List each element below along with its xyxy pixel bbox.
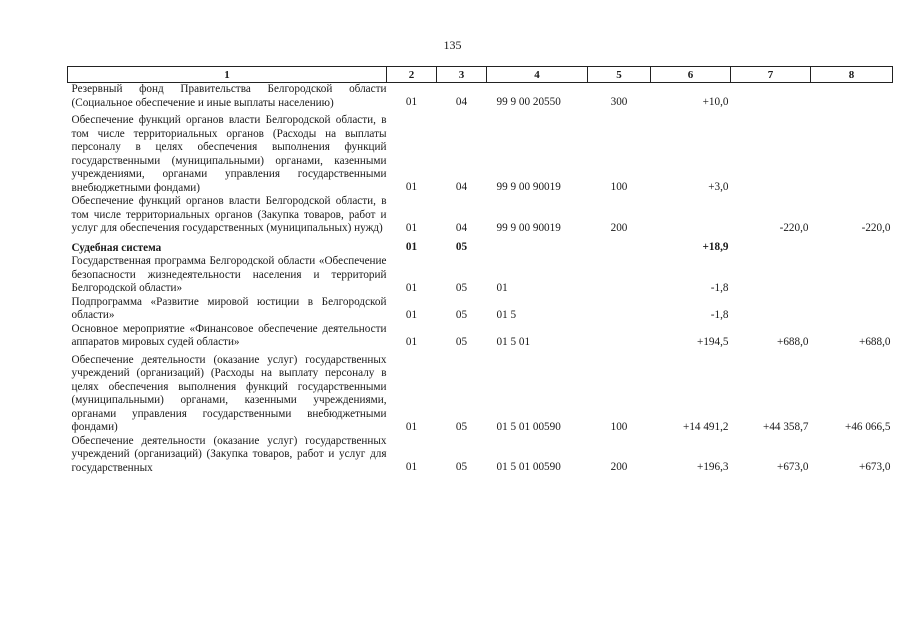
row-amount-col8: +46 066,5 <box>845 420 891 433</box>
row-description: Подпрограмма «Развитие мировой юстиции в Белгородской области» <box>71 295 387 321</box>
row-expense-type <box>588 323 651 350</box>
row-amount-col7 <box>731 296 811 323</box>
row-amount-col8: +688,0 <box>859 335 891 348</box>
col-header-5: 5 <box>588 67 651 83</box>
row-amount-col7: +44 358,7 <box>763 420 809 433</box>
table-row <box>68 110 893 195</box>
table-row <box>68 435 893 476</box>
row-target-item: 99 9 00 90019 <box>496 221 561 234</box>
row-amount-col7 <box>731 110 811 195</box>
row-expense-type: 300 <box>610 96 628 108</box>
row-target-item: 01 5 <box>496 308 517 321</box>
row-amount-col6: -1,8 <box>710 281 729 294</box>
row-target-item: 01 5 01 <box>496 335 531 348</box>
row-amount-col7 <box>731 255 811 296</box>
row-section: 01 <box>405 96 418 108</box>
table-row-section-total <box>68 236 893 256</box>
row-subsection: 05 <box>455 281 468 294</box>
row-subsection: 05 <box>455 335 468 348</box>
row-amount-col8: -220,0 <box>861 221 891 234</box>
row-description: Государственная программа Белгородской области «Обеспечение безопасности жизнедеятельности населения и территорий Белгородской области» <box>71 255 387 294</box>
row-amount-col7 <box>731 236 811 256</box>
row-expense-type: 200 <box>610 461 628 473</box>
row-amount-col8: +673,0 <box>859 461 891 473</box>
col-header-7: 7 <box>731 67 811 83</box>
row-amount-col7: -220,0 <box>779 221 809 234</box>
row-amount-col8 <box>811 110 893 195</box>
row-section: 01 <box>405 461 418 473</box>
row-amount-col8 <box>811 255 893 296</box>
row-subsection: 05 <box>455 420 468 433</box>
table-row <box>68 255 893 296</box>
row-target-item: 99 9 00 20550 <box>496 96 561 108</box>
row-subsection: 04 <box>455 96 468 108</box>
col-header-1: 1 <box>68 67 387 83</box>
table-row <box>68 350 893 435</box>
row-subsection: 05 <box>455 241 468 253</box>
row-subsection: 04 <box>455 221 468 234</box>
table-row <box>68 296 893 323</box>
row-amount-col7 <box>731 83 811 111</box>
row-expense-type <box>588 296 651 323</box>
row-expense-type <box>588 255 651 296</box>
row-section: 01 <box>405 308 418 321</box>
row-section: 01 <box>405 221 418 234</box>
row-subsection: 05 <box>455 308 468 321</box>
row-section: 01 <box>405 420 418 433</box>
budget-table <box>67 66 893 475</box>
row-description: Судебная система <box>71 241 162 254</box>
row-target-item: 01 5 01 00590 <box>496 461 561 473</box>
row-amount-col6: -1,8 <box>710 308 729 321</box>
row-amount-col8 <box>811 236 893 256</box>
row-description: Резервный фонд Правительства Белгородской области (Социальное обеспечение и иные выплаты населению) <box>71 83 387 109</box>
row-amount-col7: +673,0 <box>777 461 809 473</box>
row-target-item: 99 9 00 90019 <box>496 181 561 193</box>
row-amount-col7: +688,0 <box>777 335 809 348</box>
row-section: 01 <box>405 335 418 348</box>
row-subsection: 04 <box>455 181 468 193</box>
header-row <box>68 67 893 83</box>
row-amount-col6: +14 491,2 <box>683 420 729 433</box>
row-target-item <box>487 236 588 256</box>
row-amount-col8 <box>811 296 893 323</box>
row-expense-type <box>588 236 651 256</box>
row-amount-col6 <box>651 195 731 236</box>
row-amount-col6: +196,3 <box>697 461 729 473</box>
row-amount-col6: +3,0 <box>708 181 729 193</box>
row-description: Основное мероприятие «Финансовое обеспечение деятельности аппаратов мировых судей области» <box>71 322 387 348</box>
row-target-item: 01 <box>496 281 508 294</box>
col-header-2: 2 <box>387 67 437 83</box>
page-number: 135 <box>443 38 462 52</box>
row-expense-type: 200 <box>610 221 628 234</box>
col-header-3: 3 <box>437 67 487 83</box>
col-header-4: 4 <box>487 67 588 83</box>
row-expense-type: 100 <box>610 181 628 193</box>
row-section: 01 <box>405 181 418 193</box>
row-amount-col6: +194,5 <box>697 335 729 348</box>
table-row <box>68 195 893 236</box>
row-amount-col6: +10,0 <box>702 96 729 108</box>
row-target-item: 01 5 01 00590 <box>496 420 561 433</box>
row-amount-col8 <box>811 83 893 111</box>
col-header-8: 8 <box>811 67 893 83</box>
row-description: Обеспечение функций органов власти Белгородской области, в том числе территориальных органов (Закупка товаров, работ и услуг для обеспечения государственных (муниципальных) нужд) <box>71 195 387 234</box>
table-row <box>68 83 893 111</box>
row-section: 01 <box>405 241 418 253</box>
col-header-6: 6 <box>651 67 731 83</box>
row-subsection: 05 <box>455 461 468 473</box>
row-expense-type: 100 <box>610 420 628 433</box>
row-description: Обеспечение деятельности (оказание услуг) государственных учреждений (организаций) (Закупка товаров, работ и услуг для государственных <box>71 434 387 474</box>
row-amount-col6: +18,9 <box>702 241 729 253</box>
row-description: Обеспечение деятельности (оказание услуг) государственных учреждений (организаций) (Расходы на выплату персоналу в целях обеспечения выполнения функций государственными (муниципальными) органами, казенными учреждениями, органами управления государственными внебюджетными фондами) <box>71 353 387 433</box>
table-row <box>68 323 893 350</box>
row-description: Обеспечение функций органов власти Белгородской области, в том числе территориальных органов (Расходы на выплаты персоналу в целях обеспечения выполнения функций государственными (муниципальными) органами, казенными учреждениями, органами управления государственными внебюджетными фондами) <box>71 114 387 194</box>
row-section: 01 <box>405 281 418 294</box>
